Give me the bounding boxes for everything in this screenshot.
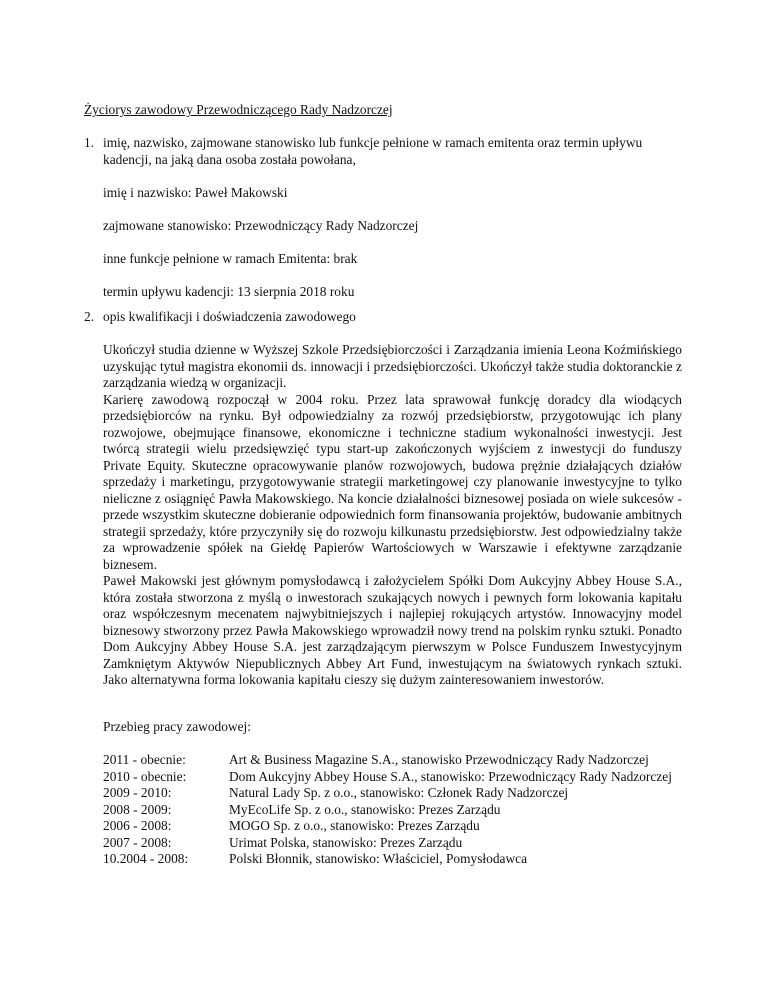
- career-row: [103, 802, 685, 819]
- career-description: Polski Błonnik, stanowisko: Właściciel, Pomysłodawca: [229, 851, 528, 866]
- career-row: [103, 769, 685, 786]
- career-list: [103, 752, 685, 868]
- career-row: [103, 835, 685, 852]
- field-position: zajmowane stanowisko: Przewodniczący Rady Nadzorczej: [103, 218, 419, 233]
- career-period: 2010 - obecnie:: [103, 768, 187, 784]
- paragraph-career: Karierę zawodową rozpoczął w 2004 roku. Przez lata sprawował funkcję doradcy dla wiodących przedsiębiorców na rynku. Był odpowiedzialny za rozwój przedsiębiorstw, przygotowując ich plany rozwojowe, obejmujące finansowe, ekonomiczne i techniczne stadium wykonalności inwestycji. Jest twórcą strategii wielu przedsięwzięć typu start-up zakończonych wyjściem z inwestycji do funduszy Private Equity. Skuteczne opracowywanie planów rozwojowych, budowa prężnie działających działów sprzedaży i marketingu, przygotowywanie strategii marketingowej czy planowanie inwestycyjne to tylko nieliczne z osiągnięć Pawła Makowskiego. Na koncie działalności biznesowej posiada on wiele sukcesów - przede wszystkim skuteczne dobieranie odpowiednich form finansowania projektów, budowanie ambitnych strategii sprzedaży, które przyczyniły się do rozwoju kilkunastu przedsiębiorstw. Jest odpowiedzialny także za wprowadzenie spółek na Giełdę Papierów Wartościowych w Warszawie i efektywne zarządzanie biznesem.: [103, 391, 682, 572]
- career-description: MOGO Sp. z o.o., stanowisko: Prezes Zarządu: [229, 818, 480, 833]
- career-row: [103, 851, 685, 868]
- career-row: [103, 752, 685, 769]
- paragraph-education: Ukończył studia dzienne w Wyższej Szkole Przedsiębiorczości i Zarządzania imienia Leona Koźmińskiego uzyskując tytuł magistra ekonomii ds. innowacji i przedsiębiorczości. Ukończył także studia doktoranckie z zarządzania wiedzą w organizacji.: [103, 342, 682, 390]
- section-2-heading: opis kwalifikacji i doświadczenia zawodowego: [103, 309, 356, 324]
- section-1-heading: imię, nazwisko, zajmowane stanowisko lub funkcje pełnione w ramach emitenta oraz termin upływu kadencji, na jaką dana osoba została powołana,: [103, 135, 643, 167]
- career-description: Dom Aukcyjny Abbey House S.A., stanowisko: Przewodniczący Rady Nadzorczej: [229, 768, 672, 784]
- qualifications-text: [103, 342, 682, 689]
- career-period: 10.2004 - 2008:: [103, 851, 189, 866]
- career-period: 2011 - obecnie:: [103, 752, 186, 767]
- career-description: Urimat Polska, stanowisko: Prezes Zarządu: [229, 834, 463, 850]
- field-other-functions: inne funkcje pełnione w ramach Emitenta: brak: [103, 251, 358, 266]
- field-term-expiry: termin upływu kadencji: 13 sierpnia 2018 roku: [103, 284, 355, 299]
- career-description: Art & Business Magazine S.A., stanowisko Przewodniczący Rady Nadzorczej: [229, 752, 649, 767]
- career-description: MyEcoLife Sp. z o.o., stanowisko: Prezes Zarządu: [229, 801, 501, 817]
- page-title: Życiorys zawodowy Przewodniczącego Rady Nadzorczej: [84, 102, 393, 117]
- career-row: [103, 785, 685, 802]
- career-period: 2006 - 2008:: [103, 818, 172, 833]
- section-2-number: 2.: [84, 309, 95, 324]
- career-heading: Przebieg pracy zawodowej:: [103, 719, 251, 734]
- career-description: Natural Lady Sp. z o.o., stanowisko: Członek Rady Nadzorczej: [229, 785, 569, 800]
- career-period: 2008 - 2009:: [103, 801, 172, 817]
- career-row: [103, 818, 685, 835]
- paragraph-abbey-house: Paweł Makowski jest głównym pomysłodawcą i założycielem Spółki Dom Aukcyjny Abbey House S.A., która została stworzona z myślą o inwestorach szukających nowych i pewnych form lokowania kapitału oraz współczesnym mecenatem najwybitniejszych i najlepiej rokujących artystów. Innowacyjny model biznesowy stworzony przez Pawła Makowskiego wprowadził nowy trend na polskim rynku sztuki. Ponadto Dom Aukcyjny Abbey House S.A. jest zarządzającym pierwszym w Polsce Funduszem Inwestycyjnym Zamkniętym Aktywów Niepublicznych Abbey Art Fund, inwestującym na światowych rynkach sztuki. Jako alternatywna forma lokowania kapitału cieszy się dużym zainteresowaniem inwestorów.: [103, 573, 682, 687]
- field-name: imię i nazwisko: Paweł Makowski: [103, 185, 288, 200]
- career-period: 2009 - 2010:: [103, 785, 172, 800]
- section-1-number: 1.: [84, 135, 95, 150]
- career-period: 2007 - 2008:: [103, 834, 172, 850]
